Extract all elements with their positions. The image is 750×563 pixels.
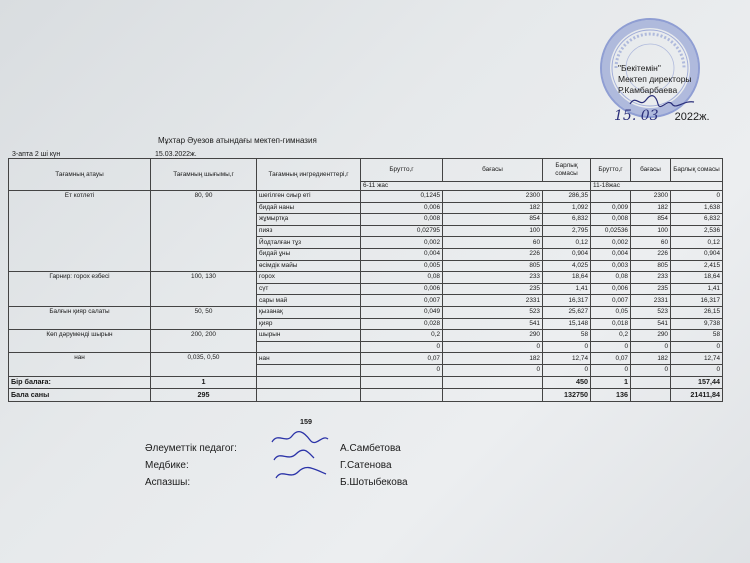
cell-g1: 0,02795 bbox=[361, 225, 443, 237]
cell-t2: 0,904 bbox=[671, 248, 723, 260]
cell-g2: 0,006 bbox=[591, 283, 631, 295]
cell-p2: 541 bbox=[631, 318, 671, 330]
cell-p1: 541 bbox=[443, 318, 543, 330]
col-total2: Барлық сомасы bbox=[671, 159, 723, 182]
cell-g1: 0,049 bbox=[361, 306, 443, 318]
cell-g1: 0,2 bbox=[361, 330, 443, 342]
cell-g2: 0,009 bbox=[591, 202, 631, 214]
cell-p1: 2300 bbox=[443, 191, 543, 203]
cell-yield: 100, 130 bbox=[151, 272, 257, 307]
cell-ing: сүт bbox=[257, 283, 361, 295]
cell-ing: шегілген сиыр еті bbox=[257, 191, 361, 203]
cell-t1: 25,627 bbox=[543, 306, 591, 318]
cell-t1: 0 bbox=[543, 341, 591, 353]
cell-g1: 0,004 bbox=[361, 248, 443, 260]
cell-t2: 18,64 bbox=[671, 272, 723, 284]
cell-g1: 0 bbox=[361, 364, 443, 376]
cell-p1: 523 bbox=[443, 306, 543, 318]
cell-g1: 0,008 bbox=[361, 214, 443, 226]
cell-p2: 854 bbox=[631, 214, 671, 226]
cell-t2: 2,536 bbox=[671, 225, 723, 237]
per-child-count: 1 bbox=[151, 376, 257, 389]
cell-g1: 0,007 bbox=[361, 295, 443, 307]
cell-yield: 0,035, 0,50 bbox=[151, 353, 257, 376]
cell-g2: 0,2 bbox=[591, 330, 631, 342]
col-dish-name: Тағамның атауы bbox=[9, 159, 151, 191]
cell-p1: 182 bbox=[443, 353, 543, 365]
cell-t1: 2,795 bbox=[543, 225, 591, 237]
cell-g2: 0,002 bbox=[591, 237, 631, 249]
kids-sum1: 132750 bbox=[543, 389, 591, 402]
cell-t1: 6,832 bbox=[543, 214, 591, 226]
cell-yield: 200, 200 bbox=[151, 330, 257, 353]
cell-t2: 58 bbox=[671, 330, 723, 342]
cell-p1: 60 bbox=[443, 237, 543, 249]
cell-p1: 290 bbox=[443, 330, 543, 342]
cell-g2: 0,003 bbox=[591, 260, 631, 272]
cell-p1: 805 bbox=[443, 260, 543, 272]
approval-line2: Мектеп директоры bbox=[618, 74, 692, 84]
cell-t2: 1,638 bbox=[671, 202, 723, 214]
cell-p1: 233 bbox=[443, 272, 543, 284]
empty-cell bbox=[631, 376, 671, 389]
col-total1: Барлық сомасы bbox=[543, 159, 591, 182]
cell-ing: жұмыртқа bbox=[257, 214, 361, 226]
cell-t2: 26,15 bbox=[671, 306, 723, 318]
empty-cell bbox=[257, 389, 361, 402]
cell-t2: 2,415 bbox=[671, 260, 723, 272]
cell-p1: 100 bbox=[443, 225, 543, 237]
per-child-row bbox=[9, 376, 723, 389]
cell-g2: 0,018 bbox=[591, 318, 631, 330]
empty-cell bbox=[443, 389, 543, 402]
cell-t1: 286,35 bbox=[543, 191, 591, 203]
name-cook: Б.Шотыбекова bbox=[340, 477, 408, 488]
role-cook: Аспазшы: bbox=[145, 477, 191, 488]
cell-p1: 182 bbox=[443, 202, 543, 214]
menu-date: 15.03.2022ж. bbox=[155, 151, 197, 158]
cell-ing: қызанақ bbox=[257, 306, 361, 318]
cell-dish: Балғын қияр салаты bbox=[9, 306, 151, 329]
cell-dish: Көп дәруменді шырын bbox=[9, 330, 151, 353]
cell-dish: Гарнир: горох езбесі bbox=[9, 272, 151, 307]
role-nurse: Медбике: bbox=[145, 460, 189, 471]
header-row bbox=[9, 159, 723, 182]
cell-g1: 0,08 bbox=[361, 272, 443, 284]
cell-yield: 50, 50 bbox=[151, 306, 257, 329]
handwritten-signatures bbox=[268, 430, 332, 484]
cell-t1: 1,092 bbox=[543, 202, 591, 214]
cell-yield: 80, 90 bbox=[151, 191, 257, 272]
cell-t1: 4,025 bbox=[543, 260, 591, 272]
cell-p2: 523 bbox=[631, 306, 671, 318]
cell-g1: 0,006 bbox=[361, 283, 443, 295]
cell-t1: 0 bbox=[543, 364, 591, 376]
approval-date bbox=[614, 108, 710, 124]
age-group-1: 6-11 жас bbox=[361, 182, 591, 191]
cell-p2: 2331 bbox=[631, 295, 671, 307]
cell-p1: 0 bbox=[443, 364, 543, 376]
cell-t2: 9,738 bbox=[671, 318, 723, 330]
cell-p2: 235 bbox=[631, 283, 671, 295]
cell-g1: 0,028 bbox=[361, 318, 443, 330]
cell-p2: 805 bbox=[631, 260, 671, 272]
cell-ing: сары май bbox=[257, 295, 361, 307]
cell-p2: 100 bbox=[631, 225, 671, 237]
col-gross1: Брутто,г bbox=[361, 159, 443, 182]
cell-t2: 1,41 bbox=[671, 283, 723, 295]
kids-count2: 136 bbox=[591, 389, 631, 402]
empty-cell bbox=[257, 376, 361, 389]
kids-sum2: 21411,84 bbox=[671, 389, 723, 402]
signature-roles bbox=[145, 440, 237, 491]
cell-t2: 0 bbox=[671, 341, 723, 353]
cell-ing: шырын bbox=[257, 330, 361, 342]
table-row bbox=[9, 330, 723, 342]
cell-ing: нан bbox=[257, 353, 361, 365]
cell-g2: 0,008 bbox=[591, 214, 631, 226]
cell-ing: горох bbox=[257, 272, 361, 284]
approval-line1: "Бекітемін" bbox=[618, 63, 661, 73]
cell-p2: 0 bbox=[631, 341, 671, 353]
cell-ing bbox=[257, 364, 361, 376]
cell-ing: Йодталған тұз bbox=[257, 237, 361, 249]
cell-g2: 0 bbox=[591, 364, 631, 376]
cell-t2: 0 bbox=[671, 364, 723, 376]
kids-count-row bbox=[9, 389, 723, 402]
kids-mid-value: 159 bbox=[300, 417, 312, 426]
cell-p2: 182 bbox=[631, 353, 671, 365]
cell-dish: Ет котлеті bbox=[9, 191, 151, 272]
approval-date-handwritten: 15. 03 bbox=[614, 108, 659, 124]
cell-p1: 235 bbox=[443, 283, 543, 295]
cell-t2: 0 bbox=[671, 191, 723, 203]
cell-p1: 226 bbox=[443, 248, 543, 260]
table-row bbox=[9, 353, 723, 365]
cell-dish: нан bbox=[9, 353, 151, 376]
cell-g2: 0,08 bbox=[591, 272, 631, 284]
cell-t1: 0,12 bbox=[543, 237, 591, 249]
table-row bbox=[9, 306, 723, 318]
signature-names bbox=[340, 440, 408, 491]
col-price2: бағасы bbox=[631, 159, 671, 182]
cell-g2: 0,05 bbox=[591, 306, 631, 318]
cell-g2: 0 bbox=[591, 341, 631, 353]
cell-g1: 0,006 bbox=[361, 202, 443, 214]
cell-g1: 0,002 bbox=[361, 237, 443, 249]
role-social-pedagogue: Әлеуметтік педагог: bbox=[145, 443, 237, 454]
age-group-2: 11-18жас bbox=[591, 182, 723, 191]
table-row bbox=[9, 272, 723, 284]
cell-t1: 0,904 bbox=[543, 248, 591, 260]
cell-t1: 58 bbox=[543, 330, 591, 342]
cell-p2: 233 bbox=[631, 272, 671, 284]
cell-t1: 18,64 bbox=[543, 272, 591, 284]
kids-count1: 295 bbox=[151, 389, 257, 402]
menu-table bbox=[8, 158, 723, 402]
week-day: 3-апта 2 ші күн bbox=[12, 151, 61, 158]
col-gross2: Брутто,г bbox=[591, 159, 631, 182]
cell-t2: 12,74 bbox=[671, 353, 723, 365]
cell-g1: 0 bbox=[361, 341, 443, 353]
col-ingredients: Тағамның ингредиенттері,г bbox=[257, 159, 361, 191]
cell-g1: 0,07 bbox=[361, 353, 443, 365]
name-nurse: Г.Сатенова bbox=[340, 460, 392, 471]
cell-p2: 226 bbox=[631, 248, 671, 260]
col-price1: бағасы bbox=[443, 159, 543, 182]
cell-g2 bbox=[591, 191, 631, 203]
col-yield: Тағамның шығымы,г bbox=[151, 159, 257, 191]
cell-t2: 0,12 bbox=[671, 237, 723, 249]
per-child-sum2: 157,44 bbox=[671, 376, 723, 389]
cell-p2: 60 bbox=[631, 237, 671, 249]
empty-cell bbox=[361, 389, 443, 402]
table-row bbox=[9, 191, 723, 203]
cell-p2: 290 bbox=[631, 330, 671, 342]
cell-ing bbox=[257, 341, 361, 353]
school-title: Мұхтар Әуезов атындағы мектеп-гимназия bbox=[158, 136, 317, 145]
cell-g1: 0,1245 bbox=[361, 191, 443, 203]
name-social-pedagogue: А.Самбетова bbox=[340, 443, 401, 454]
cell-ing: бидай ұны bbox=[257, 248, 361, 260]
cell-g2: 0,07 bbox=[591, 353, 631, 365]
cell-ing: қияр bbox=[257, 318, 361, 330]
cell-ing: пияз bbox=[257, 225, 361, 237]
cell-g2: 0,02536 bbox=[591, 225, 631, 237]
cell-t1: 16,317 bbox=[543, 295, 591, 307]
empty-cell bbox=[443, 376, 543, 389]
cell-t1: 1,41 bbox=[543, 283, 591, 295]
per-child-sum1: 450 bbox=[543, 376, 591, 389]
cell-g2: 0,007 bbox=[591, 295, 631, 307]
cell-p2: 2300 bbox=[631, 191, 671, 203]
approval-line3: Р.Камбарбаева bbox=[618, 85, 678, 95]
cell-t2: 16,317 bbox=[671, 295, 723, 307]
cell-p1: 0 bbox=[443, 341, 543, 353]
per-child-count2: 1 bbox=[591, 376, 631, 389]
cell-ing: бидай наны bbox=[257, 202, 361, 214]
cell-p1: 854 bbox=[443, 214, 543, 226]
cell-p2: 182 bbox=[631, 202, 671, 214]
kids-label: Бала саны bbox=[9, 389, 151, 402]
per-child-label: Бір балаға: bbox=[9, 376, 151, 389]
approval-date-year: 2022ж. bbox=[674, 111, 710, 123]
cell-p2: 0 bbox=[631, 364, 671, 376]
empty-cell bbox=[361, 376, 443, 389]
cell-ing: өсімдік майы bbox=[257, 260, 361, 272]
cell-t1: 15,148 bbox=[543, 318, 591, 330]
cell-t1: 12,74 bbox=[543, 353, 591, 365]
cell-g2: 0,004 bbox=[591, 248, 631, 260]
cell-t2: 6,832 bbox=[671, 214, 723, 226]
empty-cell bbox=[631, 389, 671, 402]
cell-g1: 0,005 bbox=[361, 260, 443, 272]
cell-p1: 2331 bbox=[443, 295, 543, 307]
menu-rows bbox=[9, 191, 723, 377]
